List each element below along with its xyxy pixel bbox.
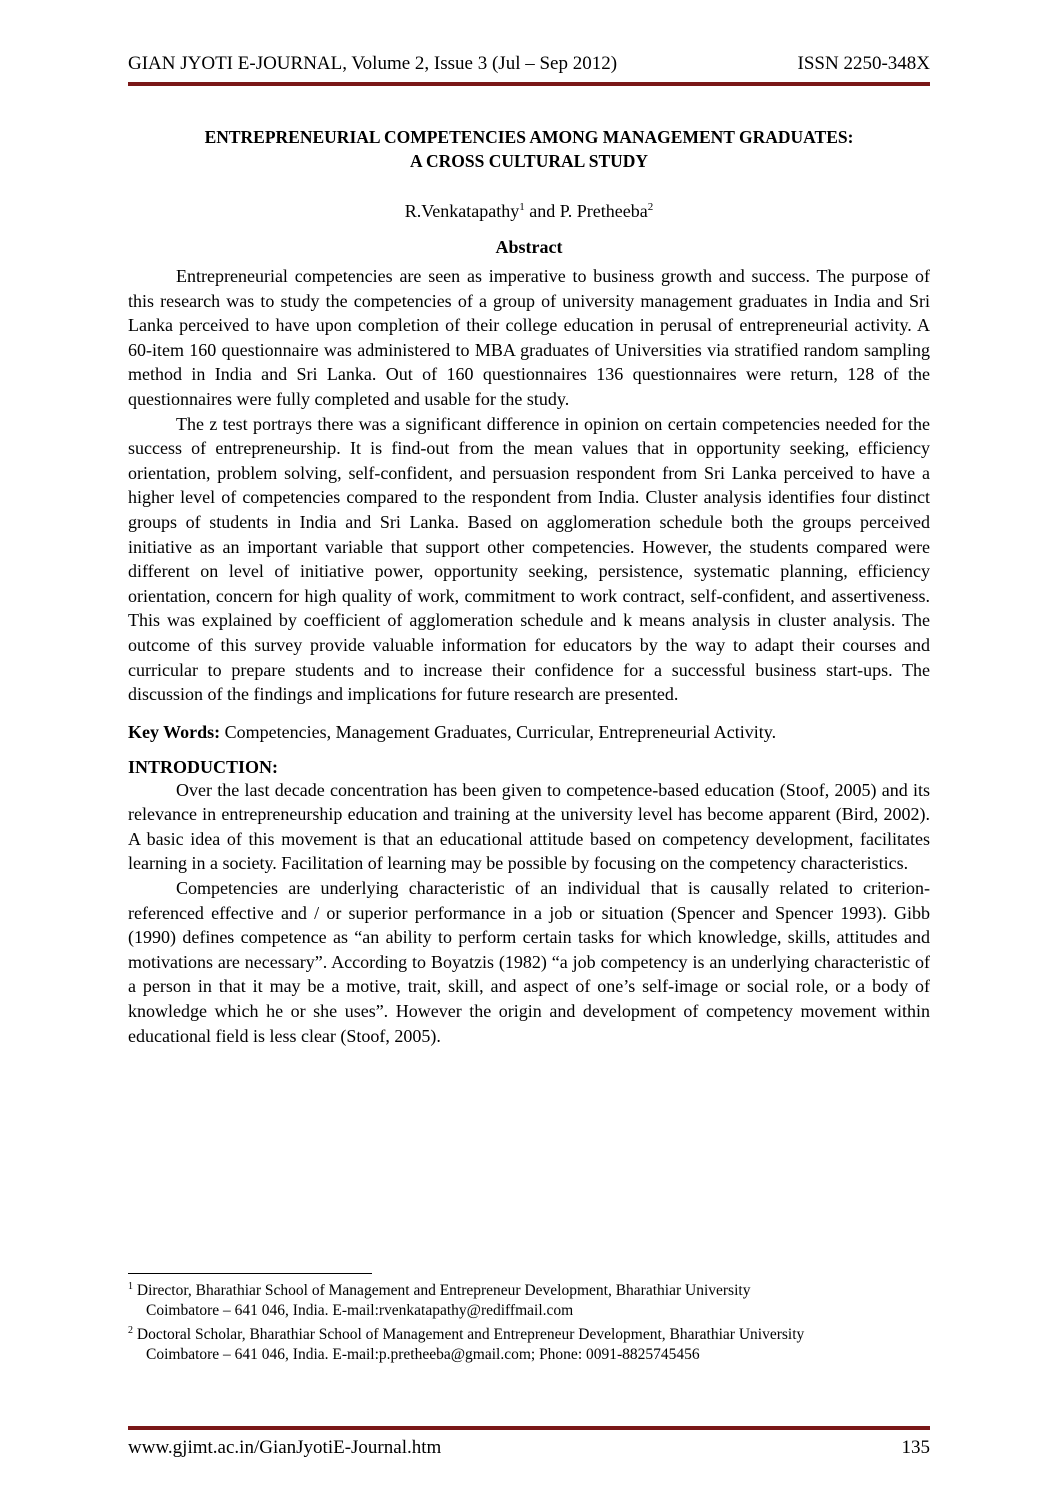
paper-title: [128, 125, 930, 173]
keywords-label: Key Words:: [128, 721, 221, 742]
keywords: [128, 720, 930, 744]
page-number: 135: [901, 1437, 930, 1458]
journal-citation: GIAN JYOTI E-JOURNAL, Volume 2, Issue 3 (Jul – Sep 2012): [128, 53, 618, 74]
journal-url: www.gjimt.ac.in/GianJyotiE-Journal.htm: [128, 1437, 442, 1458]
main-content: [128, 125, 930, 1048]
author-1-footnote-mark: 1: [519, 201, 525, 213]
footnote-1-mark: 1: [128, 1281, 133, 1292]
footnote-2-line1: Doctoral Scholar, Bharathiar School of Management and Entrepreneur Development, Bharathiar University: [133, 1326, 805, 1344]
author-2: and P. Pretheeba: [524, 201, 648, 221]
footnote-2-line2: Coimbatore – 641 046, India. E-mail:p.pretheeba@gmail.com; Phone: 0091-8825745456: [146, 1346, 700, 1364]
footnote-rule: [128, 1273, 372, 1274]
introduction-paragraph-2: Competencies are underlying characteristic of an individual that is causally related to criterion-referenced effective and / or superior performance in a job or situation (Spencer and Spencer 1993). Gibb (1990) defines competence as “an ability to perform certain tasks for which knowledge, skills, attitudes and motivations are necessary”. According to Boyatzis (1982) “a job competency is an underlying characteristic of a person in that it may be a motive, trait, skill, and aspect of one’s self-image or social role, or a body of knowledge which he or she uses”. However the origin and development of competency movement within educational field is less clear (Stoof, 2005).: [128, 878, 930, 1046]
footnote-2-mark: 2: [128, 1325, 133, 1337]
author-list: [128, 195, 930, 223]
abstract-heading: Abstract: [495, 237, 563, 257]
abstract-paragraph-2: The z test portrays there was a significant difference in opinion on certain competencies needed for the success of entrepreneurship. It is find-out from the mean values that in opportunity seeking, efficiency orientation, problem solving, self-confident, and persuasion respondent from Sri Lanka perceived to have a higher level of competencies compared to the respondent from India. Cluster analysis identifies four distinct groups of students in India and Sri Lanka. Based on agglomeration schedule both the groups perceived initiative as an important variable that support other competencies. However, the students compared were different on level of initiative power, opportunity seeking, persistence, systematic planning, efficiency orientation, concern for high quality of work, commitment to work contract, self-confident, and assertiveness. This was explained by coefficient of agglomeration schedule and k means analysis in cluster analysis. The outcome of this survey provide valuable information for educators by the way to adapt their courses and curricular to prepare students and to increase their confidence for a successful business start-ups. The discussion of the findings and implications for future research are presented.: [128, 413, 930, 705]
abstract-paragraph-1: Entrepreneurial competencies are seen as imperative to business growth and success. The purpose of this research was to study the competencies of a group of university management graduates in India and Sri Lanka perceived to have upon completion of their college education in perusal of entrepreneurial activity. A 60-item 160 questionnaire was administered to MBA graduates of Universities via stratified random sampling method in India and Sri Lanka. Out of 160 questionnaires 136 questionnaires were return, 128 of the questionnaires were fully completed and usable for the study.: [128, 266, 930, 409]
issn-number: ISSN 2250-348X: [797, 53, 930, 74]
author-1: R.Venkatapathy: [404, 201, 520, 221]
paper-title-line2: A CROSS CULTURAL STUDY: [409, 151, 649, 171]
running-header: [128, 50, 930, 80]
introduction-heading: INTRODUCTION:: [128, 756, 279, 777]
footer-rule: [128, 1426, 930, 1430]
footnotes: [128, 1273, 930, 1365]
footnote-1-line2: Coimbatore – 641 046, India. E-mail:rvenkatapathy@rediffmail.com: [146, 1302, 574, 1320]
running-footer: [128, 1434, 930, 1464]
header-rule: [128, 82, 930, 86]
author-2-footnote-mark: 2: [647, 201, 654, 213]
introduction-paragraph-1: Over the last decade concentration has been given to competence-based education (Stoof, 2005) and its relevance in entrepreneurship education and training at the university level has become apparent (Bird, 2002). A basic idea of this movement is that an educational attitude based on competency development, facilitates learning in a society. Facilitation of learning may be possible by focusing on the competency characteristics.: [128, 779, 930, 874]
footnote-1: [128, 1277, 930, 1321]
keywords-text: Competencies, Management Graduates, Curricular, Entrepreneurial Activity.: [220, 721, 777, 742]
footnote-1-line1: Director, Bharathiar School of Management and Entrepreneur Development, Bharathiar University: [133, 1282, 751, 1300]
footnote-2: [128, 1321, 930, 1365]
paper-title-line1: ENTREPRENEURIAL COMPETENCIES AMONG MANAGEMENT GRADUATES:: [204, 127, 854, 147]
